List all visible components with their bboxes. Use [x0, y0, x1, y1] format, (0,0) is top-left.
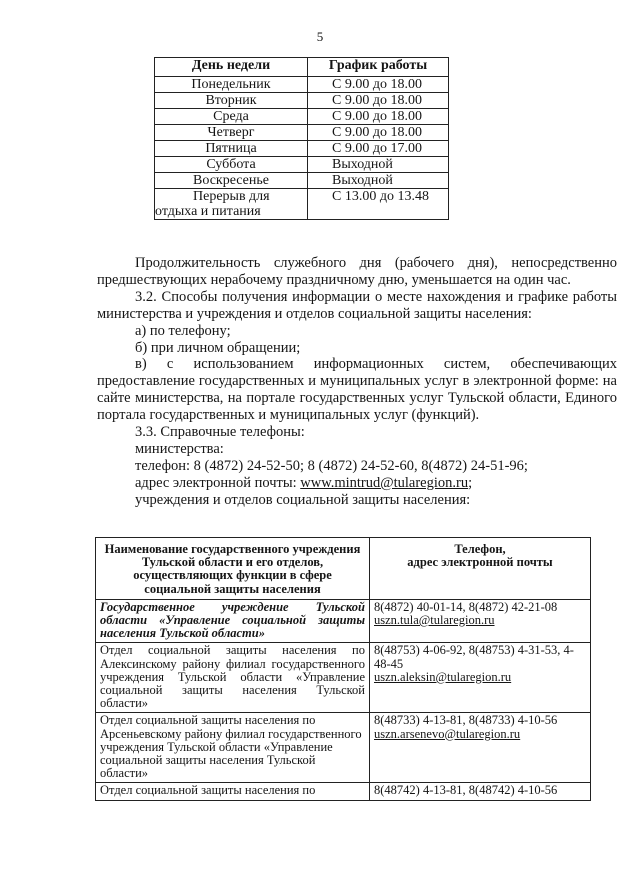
- table-row: [96, 599, 591, 643]
- schedule-time: С 9.00 до 18.00: [308, 77, 449, 93]
- contact-phone: 8(48753) 4-06-92, 8(48753) 4-31-53, 4-48-45: [374, 643, 574, 671]
- contact-org: Отдел социальной защиты населения по: [96, 783, 370, 800]
- schedule-break-label: [155, 189, 308, 220]
- contact-email-link[interactable]: uszn.tula@tularegion.ru: [374, 613, 495, 628]
- contact-info: [370, 783, 591, 800]
- contacts-header-org: Наименование государственного учреждения Тульской области и его отделов, осуществляющих функции в сфере социальной защиты населения: [96, 538, 370, 600]
- contacts-header-contact-line1: Телефон,: [454, 542, 506, 556]
- schedule-row: [155, 173, 449, 189]
- schedule-time: Выходной: [308, 157, 449, 173]
- schedule-time: С 9.00 до 18.00: [308, 125, 449, 141]
- schedule-day: Суббота: [155, 157, 308, 173]
- schedule-break-time: С 13.00 до 13.48: [308, 189, 449, 220]
- paragraph-institutions: учреждения и отделов социальной защиты населения:: [135, 491, 471, 508]
- contacts-header-contact: [370, 538, 591, 600]
- paragraph-by-phone: а) по телефону;: [135, 322, 231, 339]
- schedule-time: С 9.00 до 18.00: [308, 109, 449, 125]
- schedule-row: [155, 93, 449, 109]
- email-suffix: ;: [468, 474, 473, 491]
- contact-info: [370, 599, 591, 643]
- schedule-header-row: [155, 58, 449, 77]
- schedule-header-day: День недели: [155, 58, 308, 77]
- table-row: [96, 643, 591, 713]
- schedule-row: [155, 125, 449, 141]
- contact-org: Отдел социальной защиты населения по Алексинскому району филиал государственного учреждения Тульской области «Управление социальной защиты населения Тульской области»: [96, 643, 370, 713]
- contact-info: [370, 643, 591, 713]
- schedule-header-time: График работы: [308, 58, 449, 77]
- schedule-day: Пятница: [155, 141, 308, 157]
- schedule-day: Четверг: [155, 125, 308, 141]
- work-schedule-table: [154, 57, 449, 220]
- schedule-break-row: [155, 189, 449, 220]
- page-number: 5: [316, 29, 324, 44]
- paragraph-section-3-2: 3.2. Способы получения информации о месте нахождения и графике работы министерства и учреждения и отделов социальной защиты населения:: [97, 288, 617, 322]
- schedule-day: Понедельник: [155, 77, 308, 93]
- table-row: [96, 713, 591, 783]
- contact-phone: 8(48733) 4-13-81, 8(48733) 4-10-56: [374, 713, 558, 728]
- ministry-email-link[interactable]: www.mintrud@tularegion.ru: [300, 474, 469, 491]
- schedule-day: Вторник: [155, 93, 308, 109]
- contact-email-link[interactable]: uszn.arsenevo@tularegion.ru: [374, 726, 521, 741]
- break-label-line1: Перерыв для: [193, 189, 270, 204]
- schedule-time: Выходной: [308, 173, 449, 189]
- paragraph-in-person: б) при личном обращении;: [135, 339, 301, 356]
- schedule-row: [155, 141, 449, 157]
- paragraph-electronic: в) с использованием информационных систем, обеспечивающих предоставление государственных и муниципальных услуг в электронной форме: на сайте министерства, на портале государственных услуг Тульской области, Единого портала государственных и муниципальных услуг (функций).: [97, 356, 617, 424]
- paragraph-section-3-3: 3.3. Справочные телефоны:: [135, 424, 305, 441]
- schedule-time: С 9.00 до 17.00: [308, 141, 449, 157]
- schedule-time: С 9.00 до 18.00: [308, 93, 449, 109]
- paragraph-ministry: министерства:: [135, 440, 224, 457]
- paragraph-ministry-email: [97, 475, 617, 492]
- body-text: [97, 255, 617, 509]
- schedule-row: [155, 77, 449, 93]
- contact-phone: 8(48742) 4-13-81, 8(48742) 4-10-56: [374, 783, 558, 798]
- email-label: адрес электронной почты:: [135, 474, 301, 491]
- schedule-row: [155, 109, 449, 125]
- contact-org: Государственное учреждение Тульской области «Управление социальной защиты населения Тульской области»: [96, 599, 370, 643]
- contact-email-link[interactable]: uszn.aleksin@tularegion.ru: [374, 669, 512, 684]
- break-label-line2: отдыха и питания: [155, 204, 261, 219]
- contact-org: Отдел социальной защиты населения по Арсеньевскому району филиал государственного учреждения Тульской области «Управление социальной защиты населения Тульской области»: [96, 713, 370, 783]
- contacts-header-contact-line2: адрес электронной почты: [407, 555, 553, 570]
- paragraph-workday-duration: Продолжительность служебного дня (рабочего дня), непосредственно предшествующих нерабочему праздничному дню, уменьшается на один час.: [97, 255, 617, 288]
- schedule-row: [155, 157, 449, 173]
- paragraph-ministry-phones: телефон: 8 (4872) 24-52-50; 8 (4872) 24-52-60, 8(4872) 24-51-96;: [135, 457, 528, 474]
- table-row: [96, 783, 591, 800]
- schedule-day: Среда: [155, 109, 308, 125]
- contact-info: [370, 713, 591, 783]
- contacts-table: [95, 537, 591, 801]
- contact-phone: 8(4872) 40-01-14, 8(4872) 42-21-08: [374, 599, 558, 614]
- schedule-day: Воскресенье: [155, 173, 308, 189]
- contacts-header-row: [96, 538, 591, 600]
